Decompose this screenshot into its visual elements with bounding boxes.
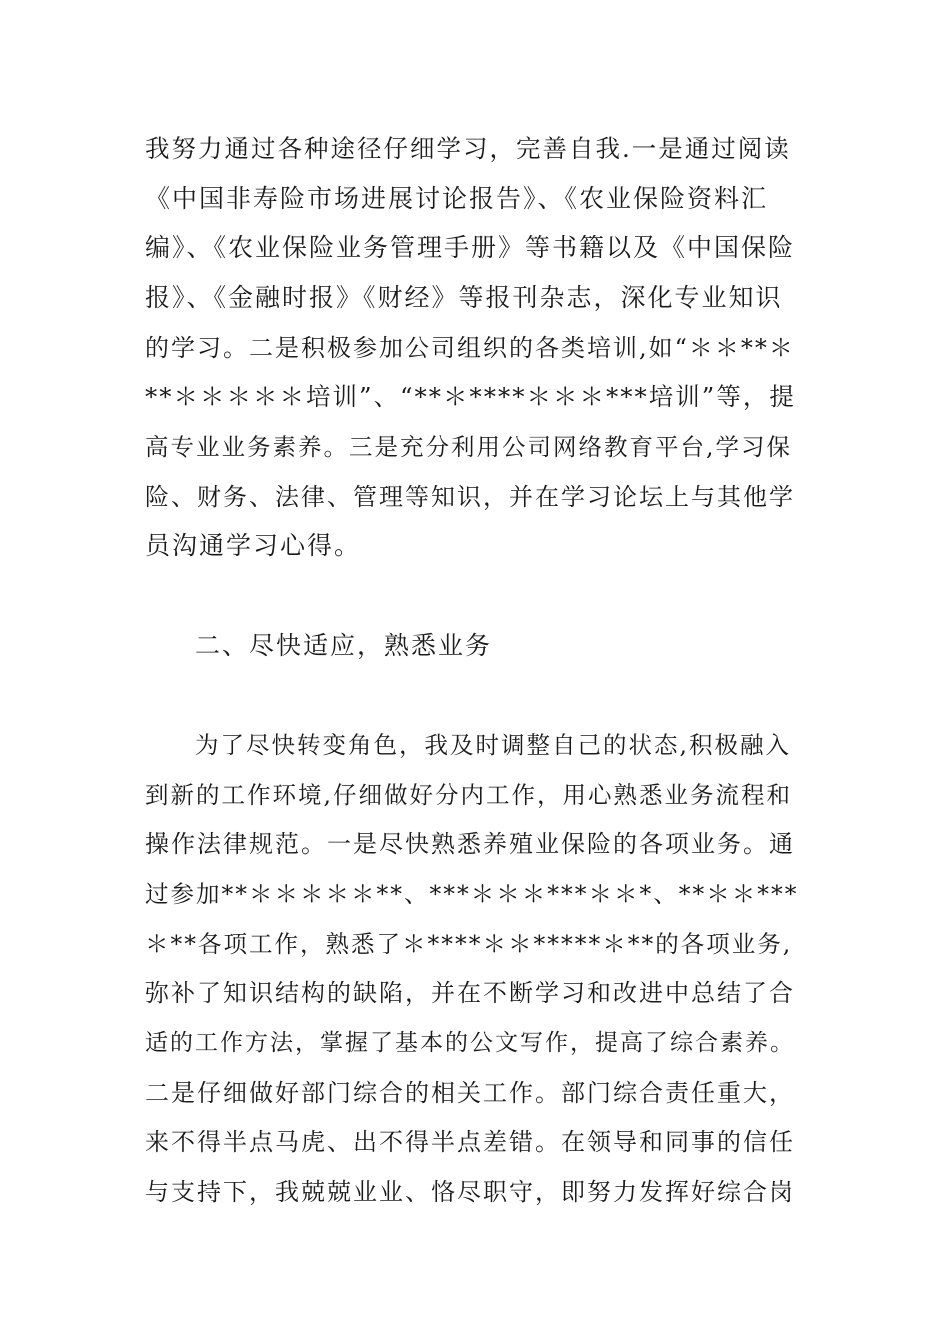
paragraph-1-line: 《中国非寿险市场进展讨论报告》、《农业保险资料汇 <box>145 184 769 213</box>
paragraph-2-line: 到新的工作环境,仔细做好分内工作，用心熟悉业务流程和 <box>145 781 792 809</box>
paragraph-1-line: 编》、《农业保险业务管理手册》等书籍以及《中国保险 <box>145 233 796 262</box>
paragraph-2-line: 二是仔细做好部门综合的相关工作。部门综合责任重大， <box>145 1079 795 1107</box>
paragraph-1-line: 我努力通过各种途径仔细学习，完善自我.一是通过阅读 <box>145 134 791 163</box>
paragraph-2-line: 适的工作方法，掌握了基本的公文写作，提高了综合素养。 <box>145 1030 795 1056</box>
paragraph-2-line: 与支持下，我兢兢业业、恪尽职守，即努力发挥好综合岗 <box>145 1178 795 1206</box>
paragraph-2-line: 为了尽快转变角色，我及时调整自己的状态,积极融入 <box>195 731 791 759</box>
paragraph-1-line: 高专业业务素养。三是充分利用公司网络教育平台,学习保 <box>145 433 792 461</box>
paragraph-1-line: 险、财务、法律、管理等知识，并在学习论坛上与其他学 <box>145 483 795 511</box>
paragraph-2-line: ＊**各项工作，熟悉了＊****＊＊*****＊**的各项业务, <box>145 930 793 958</box>
paragraph-2-line: 来不得半点马虎、出不得半点差错。在领导和同事的信任 <box>145 1128 795 1156</box>
paragraph-2-line: 过参加**＊＊＊＊＊**、***＊＊＊***＊＊*、**＊＊*** <box>145 880 799 908</box>
paragraph-2-line: 操作法律规范。一是尽快熟悉养殖业保险的各项业务。通 <box>145 830 795 858</box>
section-heading: 二、尽快适应，熟悉业务 <box>195 631 493 660</box>
paragraph-2-line: 弥补了知识结构的缺陷，并在不断学习和改进中总结了合 <box>145 979 795 1007</box>
paragraph-1-line: **＊＊＊＊＊培训”、“**＊****＊＊＊***培训”等，提 <box>145 382 796 411</box>
paragraph-1-line: 员沟通学习心得。 <box>145 531 362 560</box>
paragraph-1-line: 报》、《金融时报》《财经》等报刊杂志，深化专业知识 <box>145 283 783 312</box>
paragraph-1-line: 的学习。二是积极参加公司组织的各类培训,如“＊＊**＊ <box>145 334 795 362</box>
